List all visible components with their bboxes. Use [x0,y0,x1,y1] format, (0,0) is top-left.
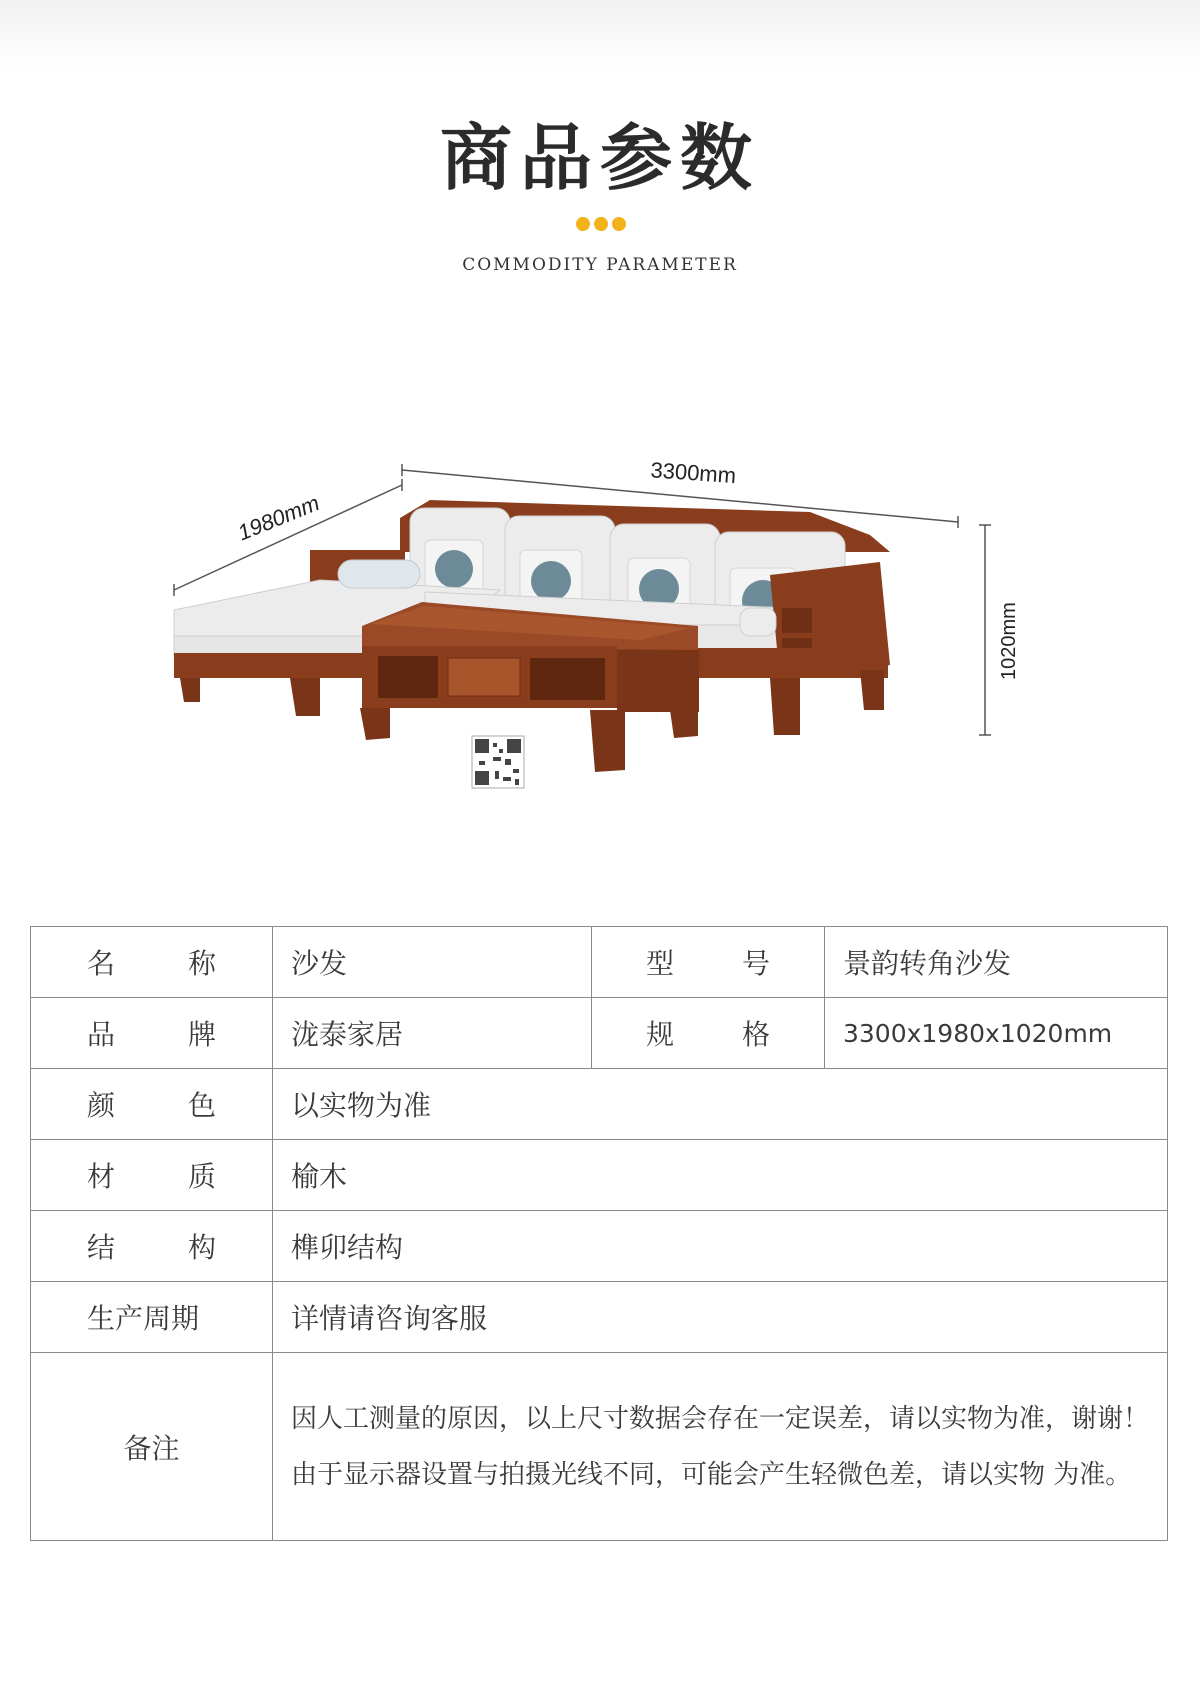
label-char: 牌 [187,1018,216,1051]
spec-value-note [272,1353,1167,1541]
label-char: 号 [741,947,770,980]
spec-label-brand [31,998,273,1069]
label-char: 品 [87,1018,116,1051]
spec-label-note-text: 备注 [123,1431,180,1465]
label-char: 颜 [87,1089,116,1122]
spec-value-size: 3300x1980x1020mm [824,998,1167,1069]
spec-label-color-text [55,1084,248,1124]
spec-value-color: 以实物为准 [272,1069,1167,1140]
width-dimension-label: 3300mm [649,457,737,489]
spec-label-cycle [31,1282,273,1353]
table-row [31,1353,1168,1541]
spec-label-model [591,927,824,998]
table-row [31,998,1168,1069]
accent-dots [576,216,630,230]
label-char: 名 [87,947,116,980]
spec-label-structure-text [55,1226,248,1266]
table-row [31,1211,1168,1282]
label-char: 质 [187,1160,216,1193]
qr-code [472,736,524,788]
label-char: 构 [187,1231,216,1264]
label-char: 规 [645,1018,674,1051]
spec-label-material-text [55,1155,248,1195]
spec-label-size [591,998,824,1069]
spec-value-model: 景韵转角沙发 [824,927,1167,998]
page-title: 商品参数 [439,115,760,200]
spec-label-name-text [55,942,248,982]
spec-value-brand: 泷泰家居 [272,998,591,1069]
accent-dot [594,217,608,231]
spec-label-material [31,1140,273,1211]
spec-label-model-text [614,942,802,982]
sofa-product-image [170,440,1020,880]
note-line-1: 因人工测量的原因，以上尺寸数据会存在一定误差，请以实物为准，谢谢！ [290,1403,1149,1434]
table-row [31,1282,1168,1353]
spec-label-brand-text [55,1013,248,1053]
table-row [31,927,1168,998]
table-row [31,1140,1168,1211]
spec-label-cycle-text: 生产周期 [87,1302,200,1335]
spec-label-note [31,1353,273,1541]
spec-label-size-text [614,1013,802,1053]
spec-label-structure [31,1211,273,1282]
spec-label-color [31,1069,273,1140]
accent-dot [612,217,626,231]
table-row [31,1069,1168,1140]
height-dimension-label: 1020mm [998,602,1020,680]
label-char: 结 [87,1231,116,1264]
spec-label-name [31,927,273,998]
spec-value-name: 沙发 [272,927,591,998]
accent-dot [576,217,590,231]
page-subtitle: COMMODITY PARAMETER [462,255,738,275]
top-background [0,0,1200,70]
spec-value-material: 榆木 [272,1140,1167,1211]
spec-table [30,926,1168,1541]
note-line-2: 由于显示器设置与拍摄光线不同，可能会产生轻微色差，请以实物 为准。 [290,1459,1132,1490]
depth-dimension-label: 1980mm [234,490,323,546]
label-char: 材 [87,1160,116,1193]
spec-value-cycle: 详情请咨询客服 [272,1282,1167,1353]
label-char: 格 [741,1018,770,1051]
label-char: 型 [645,947,674,980]
label-char: 色 [187,1089,216,1122]
label-char: 称 [187,947,216,980]
spec-value-structure: 榫卯结构 [272,1211,1167,1282]
